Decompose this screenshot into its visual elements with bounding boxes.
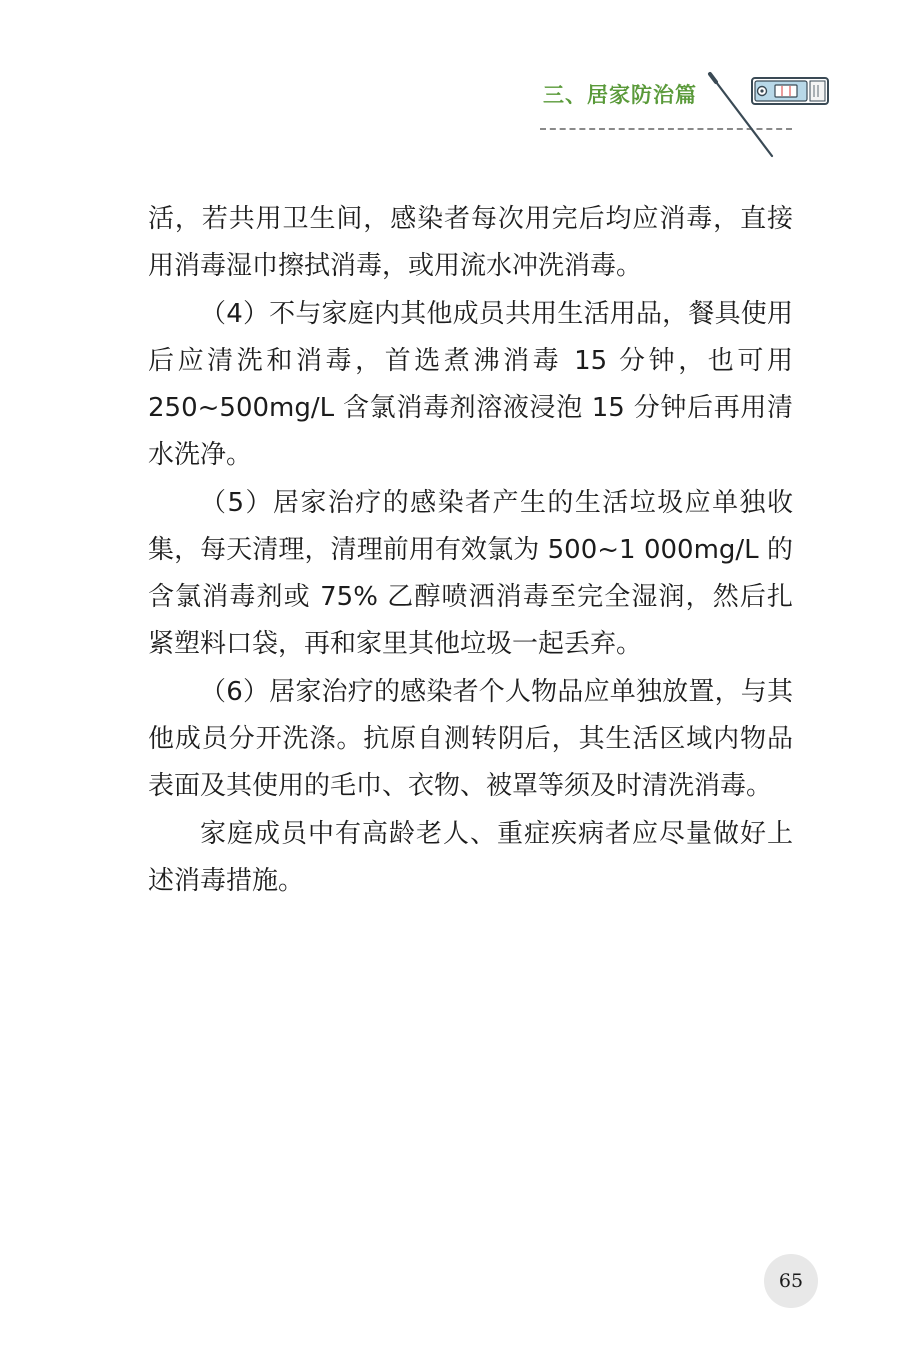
body-text [148,196,793,906]
page-header [0,0,900,170]
paragraph-closing: 家庭成员中有高龄老人、重症疾病者应尽量做好上述消毒措施。 [148,819,793,896]
section-title: 三、居家防治篇 [543,83,697,107]
paragraph-continuation: 活，若共用卫生间，感染者每次用完后均应消毒，直接用消毒湿巾擦拭消毒，或用流水冲洗消毒。 [148,204,793,281]
antigen-test-illustration-icon [700,66,835,166]
paragraph-item-6: （6）居家治疗的感染者个人物品应单独放置，与其他成员分开洗涤。抗原自测转阴后，其生活区域内物品表面及其使用的毛巾、衣物、被罩等须及时清洗消毒。 [148,677,793,801]
page-number-badge [764,1254,818,1308]
paragraph-item-5: （5）居家治疗的感染者产生的生活垃圾应单独收集，每天清理，清理前用有效氯为 500~1 000mg/L 的含氯消毒剂或 75% 乙醇喷洒消毒至完全湿润，然后扎紧塑料口袋，再和家里其他垃圾一起丢弃。 [148,488,793,659]
paragraph-item-4: （4）不与家庭内其他成员共用生活用品，餐具使用后应清洗和消毒，首选煮沸消毒 15 分钟，也可用 250~500mg/L 含氯消毒剂溶液浸泡 15 分钟后再用清水洗净。 [148,299,793,470]
page-number: 65 [778,1270,804,1292]
